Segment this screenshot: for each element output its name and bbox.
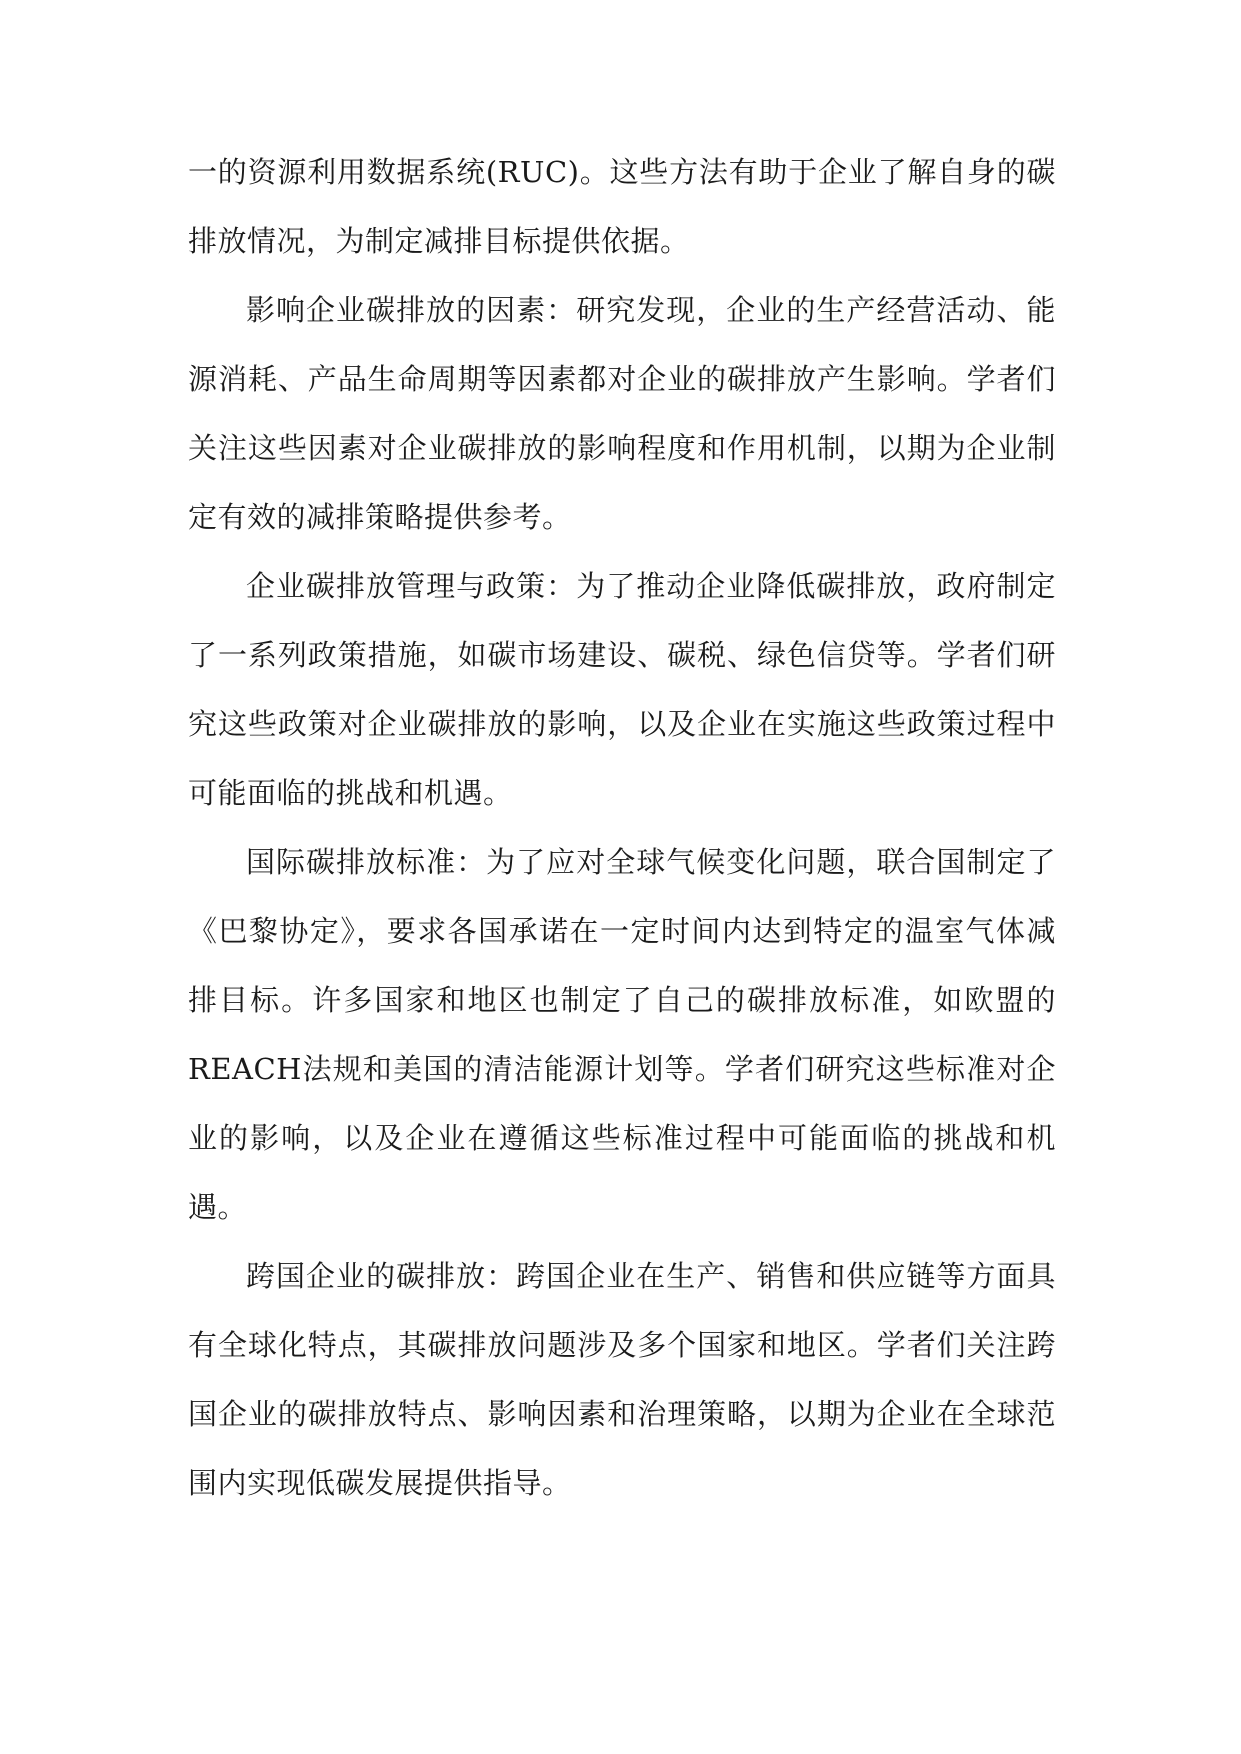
- paragraph-management-policy: 企业碳排放管理与政策：为了推动企业降低碳排放，政府制定了一系列政策措施，如碳市场建设、碳税、绿色信贷等。学者们研究这些政策对企业碳排放的影响，以及企业在实施这些政策过程中可能面临的挑战和机遇。: [188, 569, 1056, 810]
- paragraph-emission-factors: 影响企业碳排放的因素：研究发现，企业的生产经营活动、能源消耗、产品生命周期等因素都对企业的碳排放产生影响。学者们关注这些因素对企业碳排放的影响程度和作用机制，以期为企业制定有效的减排策略提供参考。: [188, 293, 1056, 534]
- paragraph-continuation: 一的资源利用数据系统(RUC)。这些方法有助于企业了解自身的碳排放情况，为制定减排目标提供依据。: [188, 155, 1056, 258]
- document-body: [188, 138, 1056, 1518]
- paragraph-multinational-emissions: 跨国企业的碳排放：跨国企业在生产、销售和供应链等方面具有全球化特点，其碳排放问题涉及多个国家和地区。学者们关注跨国企业的碳排放特点、影响因素和治理策略，以期为企业在全球范围内实现低碳发展提供指导。: [188, 1259, 1056, 1500]
- paragraph-international-standards: 国际碳排放标准：为了应对全球气候变化问题，联合国制定了《巴黎协定》，要求各国承诺在一定时间内达到特定的温室气体减排目标。许多国家和地区也制定了自己的碳排放标准，如欧盟的REACH法规和美国的清洁能源计划等。学者们研究这些标准对企业的影响，以及企业在遵循这些标准过程中可能面临的挑战和机遇。: [188, 845, 1056, 1224]
